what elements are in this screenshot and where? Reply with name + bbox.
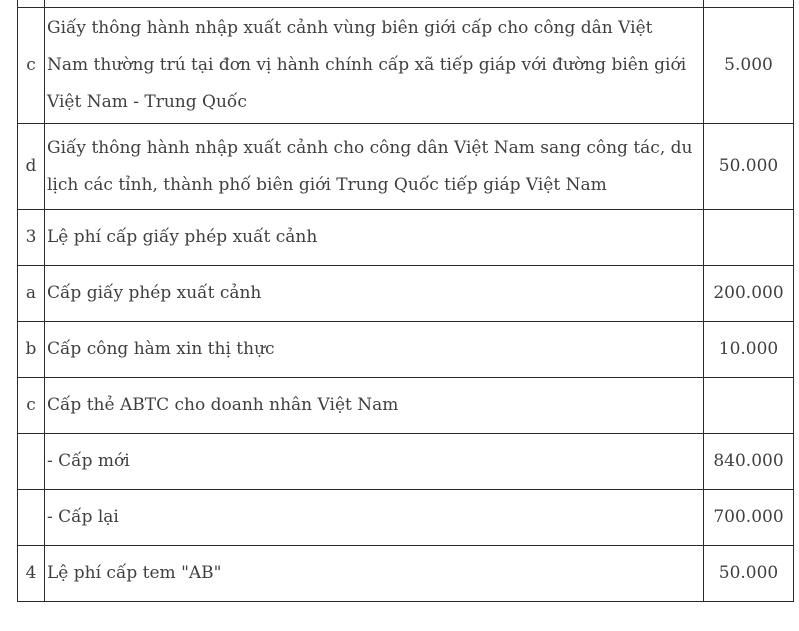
row-ordinal-cell: c (18, 378, 45, 434)
row-ordinal-cell: 4 (18, 546, 45, 602)
row-fee-cell: 700.000 (704, 490, 794, 546)
row-fee-cell: 10.000 (704, 322, 794, 378)
row-fee-cell: 50.000 (704, 124, 794, 210)
fee-table-body (18, 0, 794, 602)
row-description-cell (45, 0, 704, 8)
row-fee-cell (704, 210, 794, 266)
row-description-cell: Cấp thẻ ABTC cho doanh nhân Việt Nam (45, 378, 704, 434)
table-row (18, 124, 794, 210)
row-description-cell: Lệ phí cấp giấy phép xuất cảnh (45, 210, 704, 266)
table-row (18, 266, 794, 322)
row-fee-cell: 200.000 (704, 266, 794, 322)
row-ordinal-cell: 3 (18, 210, 45, 266)
row-fee-cell: 840.000 (704, 434, 794, 490)
row-fee-cell: 50.000 (704, 546, 794, 602)
row-ordinal-cell (18, 434, 45, 490)
table-row-partial (18, 0, 794, 8)
table-row (18, 434, 794, 490)
row-ordinal-cell (18, 0, 45, 8)
table-row (18, 8, 794, 124)
row-fee-cell (704, 0, 794, 8)
row-description-cell: Giấy thông hành nhập xuất cảnh cho công dân Việt Nam sang công tác, du lịch các tỉnh, thành phố biên giới Trung Quốc tiếp giáp Việt Nam (45, 124, 704, 210)
table-row (18, 210, 794, 266)
row-fee-cell: 5.000 (704, 8, 794, 124)
table-row (18, 490, 794, 546)
row-ordinal-cell: b (18, 322, 45, 378)
row-ordinal-cell (18, 490, 45, 546)
row-description-cell: Giấy thông hành nhập xuất cảnh vùng biên giới cấp cho công dân Việt Nam thường trú tại đơn vị hành chính cấp xã tiếp giáp với đường biên giới Việt Nam - Trung Quốc (45, 8, 704, 124)
table-row (18, 546, 794, 602)
row-ordinal-cell: c (18, 8, 45, 124)
row-description-cell: - Cấp lại (45, 490, 704, 546)
fee-table (17, 0, 794, 602)
table-row (18, 322, 794, 378)
row-fee-cell (704, 378, 794, 434)
row-description-cell: Lệ phí cấp tem "AB" (45, 546, 704, 602)
row-description-cell: - Cấp mới (45, 434, 704, 490)
table-row (18, 378, 794, 434)
row-description-cell: Cấp giấy phép xuất cảnh (45, 266, 704, 322)
row-ordinal-cell: d (18, 124, 45, 210)
row-description-cell: Cấp công hàm xin thị thực (45, 322, 704, 378)
row-ordinal-cell: a (18, 266, 45, 322)
